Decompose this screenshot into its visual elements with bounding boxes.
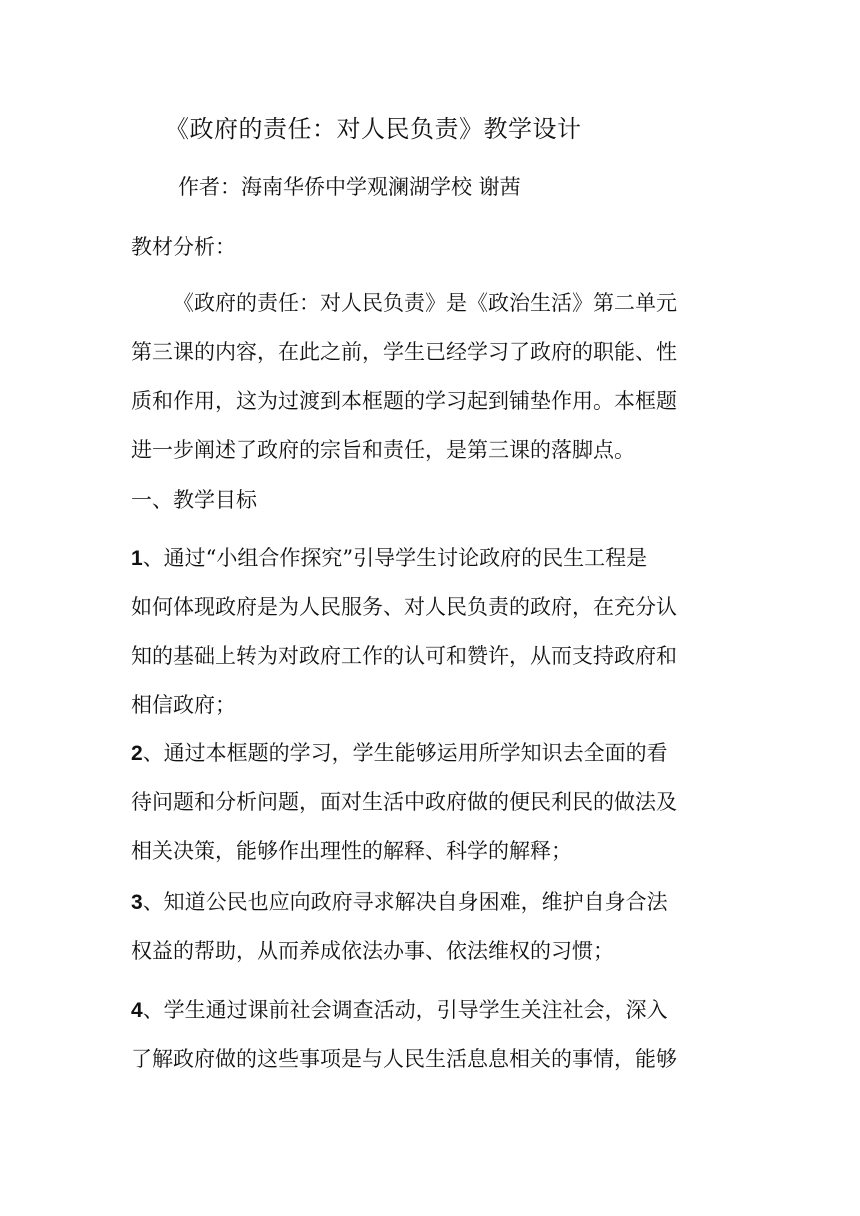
objective-number: 4: [131, 999, 143, 1022]
objective-line: [131, 986, 731, 1035]
objective-line: 相信政府；: [131, 693, 236, 717]
objective-line: 了解政府做的这些事项是与人民生活息息相关的事情，能够: [131, 1047, 677, 1071]
objective-number: 2: [131, 742, 143, 765]
objective-line: 相关决策，能够作出理性的解释、科学的解释；: [131, 839, 572, 863]
objective-line: 待问题和分析问题，面对生活中政府做的便民利民的做法及: [131, 790, 677, 814]
objective-text: 、知道公民也应向政府寻求解决自身困难，维护自身合法: [142, 890, 668, 914]
objective-line: 如何体现政府是为人民服务、对人民负责的政府，在充分认: [131, 595, 677, 619]
analysis-paragraph: [131, 279, 731, 475]
analysis-line: 质和作用，这为过渡到本框题的学习起到铺垫作用。本框题: [131, 389, 677, 413]
author-line: 作者：海南华侨中学观澜湖学校 谢茜: [178, 175, 521, 199]
objective-item-2: [131, 729, 731, 876]
document-title: 《政府的责任：对人民负责》教学设计: [165, 115, 582, 143]
objective-item-1: [131, 534, 731, 730]
objective-number: 3: [131, 891, 143, 914]
objective-number: 1: [131, 547, 143, 570]
analysis-line: 《政府的责任：对人民负责》是《政治生活》第二单元: [173, 291, 677, 315]
analysis-line: 第三课的内容，在此之前，学生已经学习了政府的职能、性: [131, 340, 677, 364]
analysis-heading: 教材分析：: [131, 235, 236, 259]
objective-line: 知的基础上转为对政府工作的认可和赞许，从而支持政府和: [131, 644, 677, 668]
objective-text: 、通过本框题的学习，学生能够运用所学知识去全面的看: [142, 741, 668, 765]
objective-line: 权益的帮助，从而养成依法办事、依法维权的习惯；: [131, 939, 614, 963]
analysis-line: 进一步阐述了政府的宗旨和责任，是第三课的落脚点。: [131, 438, 635, 462]
objective-line: [131, 878, 731, 927]
objective-line: [131, 729, 731, 778]
objective-item-4: [131, 986, 731, 1084]
objective-text: 、学生通过课前社会调查活动，引导学生关注社会，深入: [142, 998, 668, 1022]
objectives-heading: 一、教学目标: [131, 488, 257, 512]
objective-text: 、通过“小组合作探究”引导学生讨论政府的民生工程是: [142, 546, 648, 570]
objective-item-3: [131, 878, 731, 976]
objective-line: [131, 534, 731, 583]
